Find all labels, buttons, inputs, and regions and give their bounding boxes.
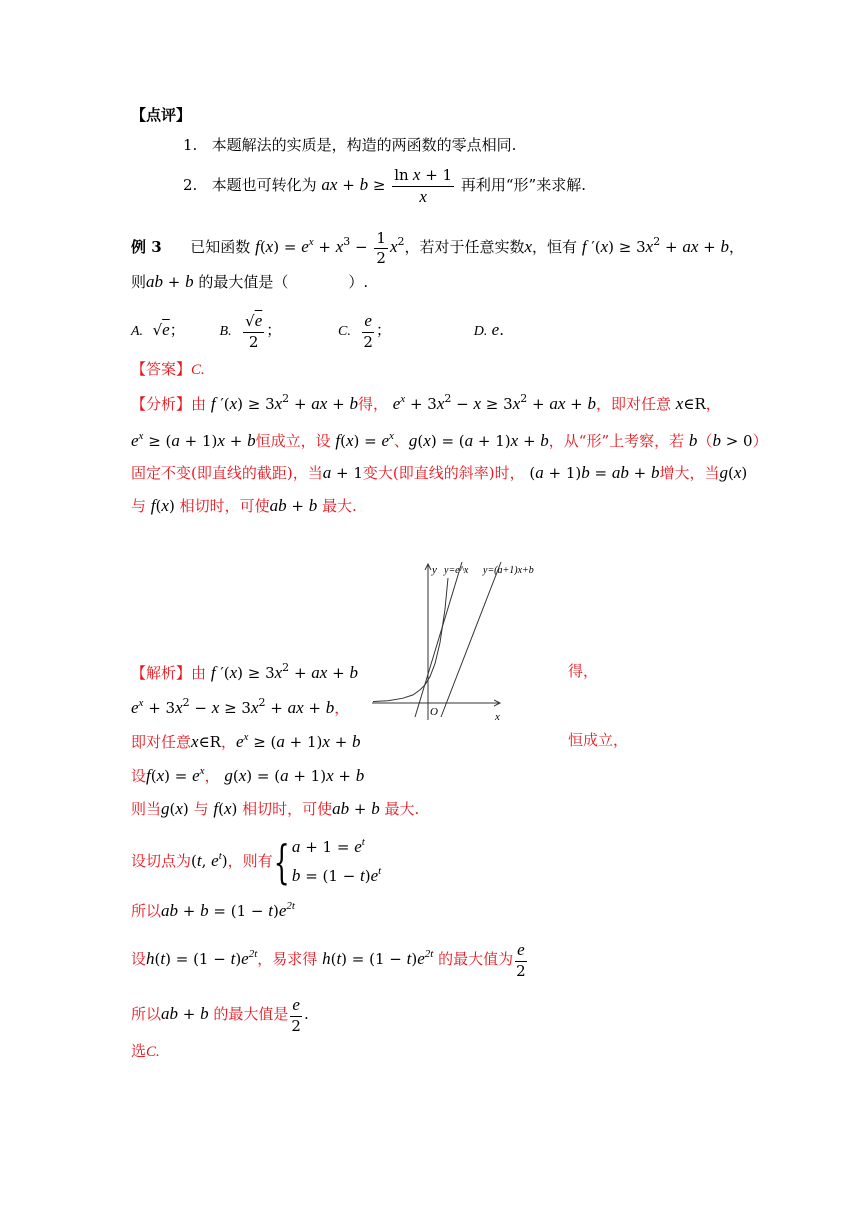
analysis-line3: 固定不变(即直线的截距)，当a + 1变大(即直线的斜率)时， (a + 1)b = ab + b增大，当g(x) bbox=[131, 463, 748, 482]
review-item-2: 2. 本题也可转化为 ax + b ≥ $\frac{\text{ln x + 1}}{x}$ 再利用“形”来求解. bbox=[183, 165, 586, 206]
line-label: y=(a+1)x+b bbox=[483, 565, 534, 576]
solution-line5: 则当g(x) 与 f(x) 相切时，可使ab + b 最大. bbox=[131, 799, 420, 818]
example-options bbox=[131, 312, 504, 350]
solution-line4: 设$f(x) = e^x$， g(x) = (a + 1)x + b bbox=[131, 765, 365, 785]
fraction: $\frac{\text{ln x + 1}}{x}$ bbox=[394, 165, 453, 206]
analysis-line1: 【分析】由 f $'(x) \ge 3x^2$ + ax + b得， $e^x + 3x^2 - x \ge 3x^2$ + ax + b，即对任意 x∈R， bbox=[131, 392, 721, 413]
origin-label: O bbox=[430, 706, 438, 718]
x-axis-label: x bbox=[495, 711, 500, 723]
solution-final: 选C. bbox=[131, 1042, 160, 1060]
option-d: D. e. bbox=[473, 320, 504, 340]
option-b: B. $\frac{√e}{2}$ ； bbox=[219, 311, 282, 351]
curve-label: y=e^x bbox=[444, 565, 469, 576]
option-a: A. √e； bbox=[131, 320, 185, 340]
answer: 【答案】C. bbox=[131, 360, 205, 378]
solution-line7: 所以ab + $b = (1 - t)e^{2t}$ bbox=[131, 900, 295, 920]
solution-line6: 设切点为(t, $e^t$)，则有{ $a + 1 = e^t$ $b = (1 - t)e^t$ bbox=[131, 834, 382, 889]
tangent-graph bbox=[368, 560, 558, 726]
review-item-1: 1. 本题解法的实质是，构造的两函数的零点相同. bbox=[183, 136, 517, 154]
solution-line3-end: 恒成立， bbox=[568, 731, 629, 749]
y-axis-label: y bbox=[432, 564, 437, 576]
analysis-line2: $e^x \ge (a + 1)x + b$恒成立，设 $f(x) = e^x$、g(x) = (a + 1)x + b，从“形”上考察，若 b（b > 0） bbox=[131, 430, 768, 450]
solution-line8: 设$h(t) = (1 - t)e^{2t}$，易求得 $h(t) = (1 - t)e^{2t}$ 的最大值为 $\frac{e}{2}$ bbox=[131, 940, 526, 980]
example-stem-line2: 则ab + b 的最大值是（ ）. bbox=[131, 272, 369, 291]
analysis-line4: 与 f(x) 相切时，可使ab + b 最大. bbox=[131, 496, 357, 515]
solution-line3: 即对任意x∈R，$e^x \ge (a + 1)x + b$ bbox=[131, 731, 361, 751]
tangent-line bbox=[415, 562, 462, 717]
review-title: 【点评】 bbox=[131, 106, 192, 124]
exp-curve bbox=[373, 578, 448, 702]
solution-line2: $e^x + 3x^2 - x \ge 3x^2$ + ax + b， bbox=[131, 696, 350, 717]
solution-line1: 【解析】由 f $'(x) \ge 3x^2$ + ax + b bbox=[131, 661, 358, 682]
option-c: C. $\frac{e}{2}$ ； bbox=[338, 311, 391, 351]
solution-line9: 所以ab + b 的最大值是 $\frac{e}{2}$ . bbox=[131, 995, 309, 1035]
shifted-line bbox=[441, 562, 501, 717]
solution-line1-end: 得， bbox=[568, 662, 599, 680]
example-stem-line1: 例 3 已知函数 $f(x) = e^x + x^3$ − $\frac{1}{2}$ $x^2$，若对于任意实数x，恒有 f $'(x) \ge 3x^2$ + ax + b， bbox=[131, 229, 744, 267]
